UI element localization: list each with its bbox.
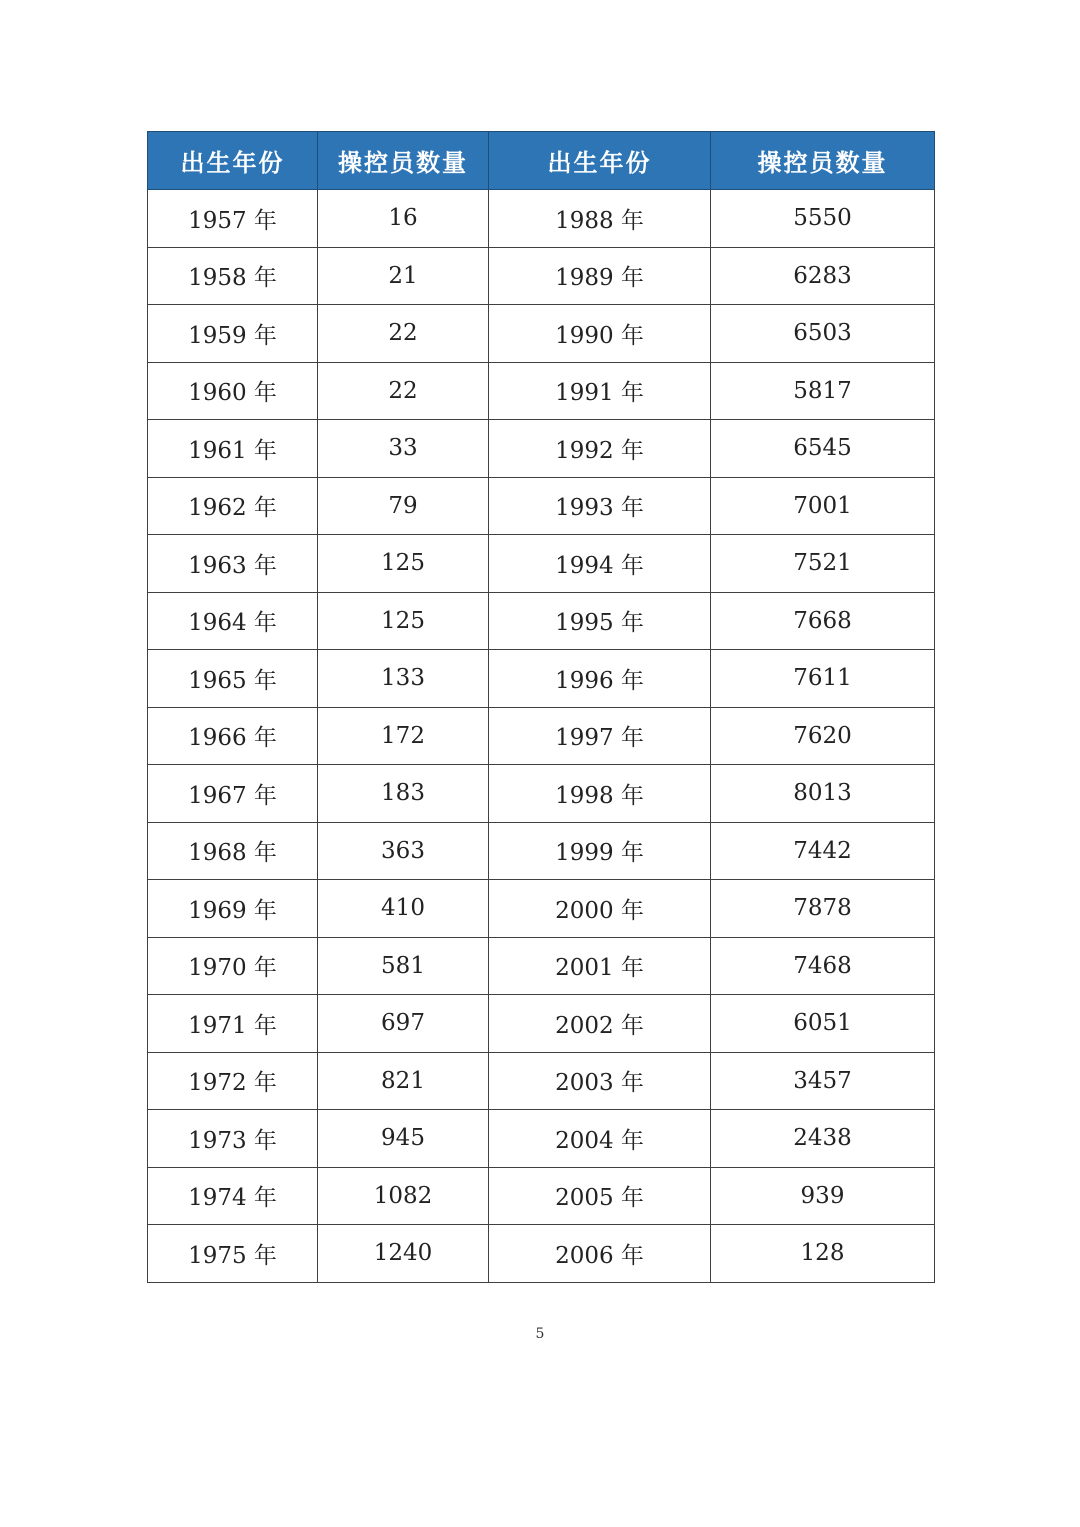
birth-year-right-cell: 1990 年 — [489, 305, 711, 363]
table-row — [148, 707, 935, 765]
table-header-row — [148, 132, 935, 190]
table-row — [148, 765, 935, 823]
table-row — [148, 592, 935, 650]
operator-count-right-cell: 3457 — [711, 1052, 935, 1110]
operator-count-right-cell: 6283 — [711, 247, 935, 305]
birth-year-left-cell: 1963 年 — [148, 535, 318, 593]
header-birth-year-left: 出生年份 — [148, 132, 318, 190]
operator-count-left-cell: 183 — [318, 765, 489, 823]
operator-count-left-cell: 363 — [318, 822, 489, 880]
operator-count-right-cell: 8013 — [711, 765, 935, 823]
birth-year-right-cell: 1989 年 — [489, 247, 711, 305]
birth-year-right-cell: 2006 年 — [489, 1225, 711, 1283]
operator-count-right-cell: 7468 — [711, 937, 935, 995]
table-row — [148, 1225, 935, 1283]
birth-year-left-cell: 1966 年 — [148, 707, 318, 765]
operator-count-left-cell: 945 — [318, 1110, 489, 1168]
birth-year-left-cell: 1974 年 — [148, 1167, 318, 1225]
operator-count-left-cell: 22 — [318, 362, 489, 420]
operator-count-right-cell: 7620 — [711, 707, 935, 765]
table-row — [148, 1052, 935, 1110]
operator-count-right-cell: 5817 — [711, 362, 935, 420]
birth-year-right-cell: 1994 年 — [489, 535, 711, 593]
operator-count-right-cell: 5550 — [711, 190, 935, 248]
birth-year-right-cell: 2001 年 — [489, 937, 711, 995]
birth-year-right-cell: 1988 年 — [489, 190, 711, 248]
operator-count-left-cell: 33 — [318, 420, 489, 478]
operator-count-right-cell: 128 — [711, 1225, 935, 1283]
birth-year-right-cell: 2005 年 — [489, 1167, 711, 1225]
birth-year-left-cell: 1970 年 — [148, 937, 318, 995]
birth-year-right-cell: 1999 年 — [489, 822, 711, 880]
operator-count-left-cell: 16 — [318, 190, 489, 248]
operator-count-right-cell: 7001 — [711, 477, 935, 535]
operator-count-right-cell: 7521 — [711, 535, 935, 593]
table-row — [148, 535, 935, 593]
table-row — [148, 937, 935, 995]
table-row — [148, 362, 935, 420]
header-birth-year-right: 出生年份 — [489, 132, 711, 190]
header-operator-count-left: 操控员数量 — [318, 132, 489, 190]
birth-year-left-cell: 1971 年 — [148, 995, 318, 1053]
operator-count-left-cell: 79 — [318, 477, 489, 535]
birth-year-left-cell: 1968 年 — [148, 822, 318, 880]
birth-year-right-cell: 1995 年 — [489, 592, 711, 650]
operator-count-right-cell: 6545 — [711, 420, 935, 478]
table-row — [148, 477, 935, 535]
table-row — [148, 420, 935, 478]
operator-count-right-cell: 7878 — [711, 880, 935, 938]
birth-year-right-cell: 1997 年 — [489, 707, 711, 765]
birth-year-right-cell: 2000 年 — [489, 880, 711, 938]
birth-year-left-cell: 1957 年 — [148, 190, 318, 248]
operator-count-left-cell: 581 — [318, 937, 489, 995]
table-row — [148, 650, 935, 708]
birth-year-left-cell: 1962 年 — [148, 477, 318, 535]
operator-count-left-cell: 125 — [318, 592, 489, 650]
birth-year-right-cell: 1996 年 — [489, 650, 711, 708]
birth-year-right-cell: 2002 年 — [489, 995, 711, 1053]
table-body — [148, 190, 935, 1283]
operator-count-table — [147, 131, 935, 1283]
operator-count-left-cell: 821 — [318, 1052, 489, 1110]
birth-year-right-cell: 1991 年 — [489, 362, 711, 420]
operator-count-left-cell: 410 — [318, 880, 489, 938]
table-row — [148, 822, 935, 880]
birth-year-left-cell: 1960 年 — [148, 362, 318, 420]
table-row — [148, 880, 935, 938]
birth-year-right-cell: 2003 年 — [489, 1052, 711, 1110]
operator-count-right-cell: 6503 — [711, 305, 935, 363]
operator-count-right-cell: 7442 — [711, 822, 935, 880]
operator-count-left-cell: 22 — [318, 305, 489, 363]
birth-year-right-cell: 1992 年 — [489, 420, 711, 478]
birth-year-left-cell: 1967 年 — [148, 765, 318, 823]
operator-count-right-cell: 2438 — [711, 1110, 935, 1168]
operator-count-right-cell: 6051 — [711, 995, 935, 1053]
birth-year-left-cell: 1969 年 — [148, 880, 318, 938]
operator-count-left-cell: 133 — [318, 650, 489, 708]
operator-count-right-cell: 7668 — [711, 592, 935, 650]
table-row — [148, 995, 935, 1053]
birth-year-left-cell: 1959 年 — [148, 305, 318, 363]
table-row — [148, 190, 935, 248]
birth-year-right-cell: 1993 年 — [489, 477, 711, 535]
birth-year-left-cell: 1972 年 — [148, 1052, 318, 1110]
header-operator-count-right: 操控员数量 — [711, 132, 935, 190]
operator-count-left-cell: 697 — [318, 995, 489, 1053]
table-row — [148, 1167, 935, 1225]
table-row — [148, 305, 935, 363]
operator-count-left-cell: 172 — [318, 707, 489, 765]
table-row — [148, 1110, 935, 1168]
birth-year-right-cell: 2004 年 — [489, 1110, 711, 1168]
birth-year-left-cell: 1961 年 — [148, 420, 318, 478]
operator-count-left-cell: 21 — [318, 247, 489, 305]
birth-year-left-cell: 1965 年 — [148, 650, 318, 708]
birth-year-left-cell: 1964 年 — [148, 592, 318, 650]
birth-year-right-cell: 1998 年 — [489, 765, 711, 823]
birth-year-left-cell: 1973 年 — [148, 1110, 318, 1168]
operator-count-left-cell: 1082 — [318, 1167, 489, 1225]
operator-count-right-cell: 939 — [711, 1167, 935, 1225]
birth-year-left-cell: 1958 年 — [148, 247, 318, 305]
operator-count-right-cell: 7611 — [711, 650, 935, 708]
operator-count-left-cell: 1240 — [318, 1225, 489, 1283]
page-number: 5 — [535, 1326, 545, 1342]
table-row — [148, 247, 935, 305]
birth-year-left-cell: 1975 年 — [148, 1225, 318, 1283]
operator-count-left-cell: 125 — [318, 535, 489, 593]
